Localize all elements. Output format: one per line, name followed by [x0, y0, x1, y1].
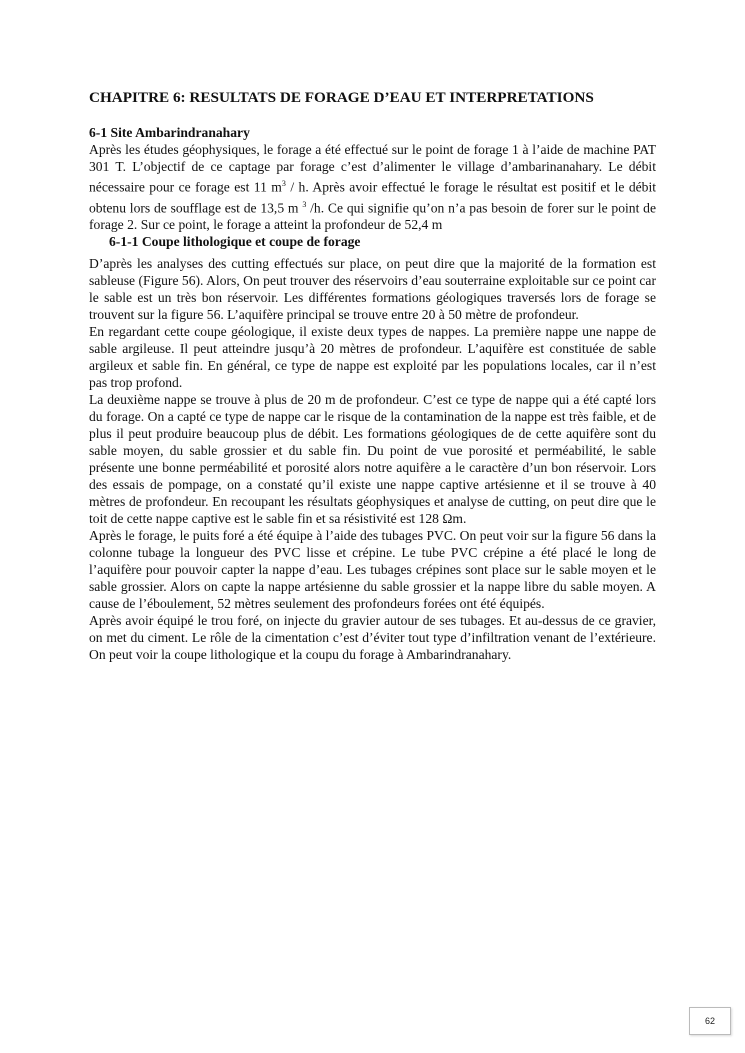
subsection-title: 6-1-1 Coupe lithologique et coupe de forage: [109, 234, 361, 250]
body-paragraph: La deuxième nappe se trouve à plus de 20 m de profondeur. C’est ce type de nappe qui a été capté lors du forage. On a capté ce type de nappe car le risque de la contamination de la nappe est très faible, et de plus il peut produire beaucoup plus de débit. Les formations géologiques de de cette aquifère sont du sable moyen, du sable grossier et du sable fin. Du point de vue porosité et perméabilité, le sable présente une bonne perméabilité et porosité alors notre aquifère a le caractère d’un bon réservoir. Lors des essais de pompage, on a constaté qu’il existe une nappe captive artésienne et il se trouve à 40 mètres de profondeur. En recoupant les résultats géophysiques et analyse de cutting, on peut dire que le toit de cette nappe captive est le sable fin et sa résistivité est 128 Ωm.: [89, 392, 656, 527]
body-paragraph: Après le forage, le puits foré a été équipe à l’aide des tubages PVC. On peut voir sur la figure 56 dans la colonne tubage la longueur des PVC lisse et crépine. Le tube PVC crépine a été placé le long de l’aquifère pour pouvoir capter la nappe d’eau. Les tubages crépines sont place sur le sable moyen et le sable grossier. Alors on capte la nappe artésienne du sable grossier et la nappe libre du sable moyen. A cause de l’éboulement, 52 mètres seulement des profondeurs forées ont été équipés.: [89, 528, 656, 612]
section-text-part-1: Après les études géophysiques, le forage a été effectué sur le point de forage 1 à l’aide de machine PAT 301 T. L’objectif de ce captage par forage c’est d’alimenter le village d’ambarinanahary. Le débit nécessaire pour ce forage est 11 m: [89, 142, 656, 195]
section-text-part-2: / h. Après avoir effectué le forage le résultat est positif et le débit obtenu lors de soufflage est de 13,5 m: [89, 179, 657, 216]
body-paragraph: En regardant cette coupe géologique, il existe deux types de nappes. La première nappe une nappe de sable argileuse. Il peut atteindre jusqu’à 20 mètres de profondeur. L’aquifère est constituée de sable argileux et sable fin. En général, ce type de nappe est exploité par les populations locales, car il n’est pas trop profond.: [89, 324, 656, 391]
section-paragraph: [89, 141, 656, 233]
body-paragraph: Après avoir équipé le trou foré, on injecte du gravier autour de ses tubages. Et au-dessus de ce gravier, on met du ciment. Le rôle de la cimentation c’est d’éviter tout type d’infiltration venant de l’extérieure. On peut voir la coupe lithologique et la coupu du forage à Ambarindranahary.: [89, 613, 656, 663]
chapter-title: CHAPITRE 6: RESULTATS DE FORAGE D’EAU ET INTERPRETATIONS: [89, 89, 594, 106]
page-number: 62: [689, 1007, 731, 1035]
section-text-part-3: /h. Ce qui signifie qu’on n’a pas besoin de forer sur le point de forage 2. Sur ce point, le forage a atteint la profondeur de 52,4 m: [89, 200, 656, 233]
document-page: [89, 88, 656, 663]
body-paragraph: D’après les analyses des cutting effectués sur place, on peut dire que la majorité de la formation est sableuse (Figure 56). Alors, On peut trouver des réservoirs d’eau souterraine exploitable sur ce point car le sable est un très bon réservoir. Les différentes formations géologiques traversés lors de forage se trouvent sur la figure 56. L’aquifère principal se trouve entre 20 à 50 mètre de profondeur.: [89, 256, 656, 323]
section-title: 6-1 Site Ambarindranahary: [89, 125, 250, 140]
superscript-cubed: 3: [302, 199, 307, 209]
superscript-cubed: 3: [281, 179, 286, 188]
